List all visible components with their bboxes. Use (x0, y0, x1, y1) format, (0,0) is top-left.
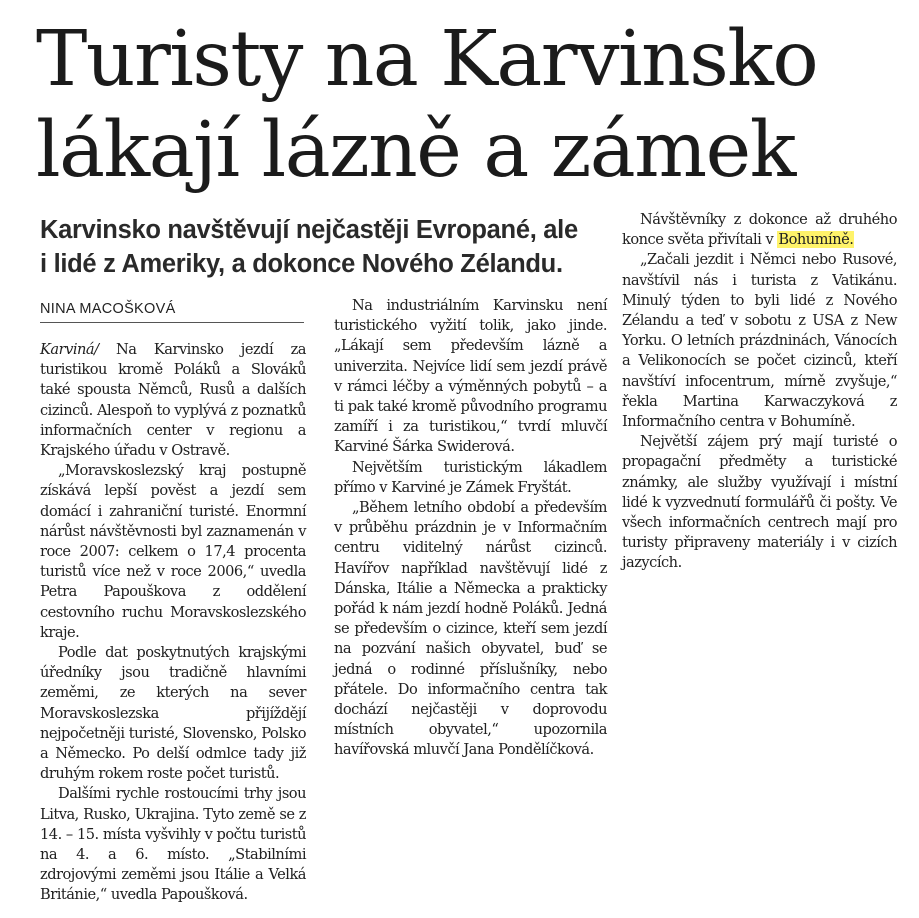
subheadline-line-2: i lidé z Ameriky, a dokonce Nového Zélandu. (40, 250, 563, 278)
paragraph-5: Na industriálním Karvinsku není turistického vyžití tolik, jako jinde. „Lákají sem především lázně a univerzita. Nejvíce lidí sem jezdí právě v rámci léčby a výměnných pobytů – a ti pak také kromě původního programu zamíří i za turistikou,“ tvrdí mluvčí Karviné Šárka Swiderová. (334, 297, 607, 456)
paragraph-7: „Během letního období a především v průběhu prázdnin je v Informačním centru viditelný nárůst cizinců. Havířov například navštěvují lidé z Dánska, Itálie a Německa a prakticky pořád k nám jezdí hodně Poláků. Jedná se především o cizince, kteří sem jezdí na pozvání našich obyvatel, buď se jedná o rodinné příslušníky, nebo přátele. Do informačního centra tak dochází nejčastěji v doprovodu místních obyvatel,“ upozornila havířovská mluvčí Jana Pondělíčková. (334, 499, 607, 759)
paragraph-3: Podle dat poskytnutých krajskými úředníky jsou tradičně hlavními zeměmi, ze kterých na sever Moravskoslezska přijíždějí nejpočetněji turisté, Slovensko, Polsko a Německo. Po delší odmlce tady již druhým rokem roste počet turistů. (40, 644, 306, 783)
article-column-3 (622, 210, 897, 574)
paragraph-8-text: Návštěvníky z dokonce až druhého konce světa přivítali v (622, 211, 897, 249)
paragraph-2: „Moravskoslezský kraj postupně získává lepší pověst a jezdí sem domácí i zahraniční turisté. Enormní nárůst návštěvnosti byl zaznamenán v roce 2007: celkem o 17,4 procenta turistů více než v roce 2006,“ uvedla Petra Papouškova z oddělení cestovního ruchu Moravskoslezského kraje. (40, 462, 306, 641)
headline-line-2: lákají lázně a zámek (36, 106, 795, 195)
subheadline (40, 213, 610, 281)
dateline: Karviná/ (40, 341, 99, 358)
byline: NINA MACOŠKOVÁ (40, 301, 304, 323)
paragraph-4: Dalšími rychle rostoucími trhy jsou Litva, Rusko, Ukrajina. Tyto země se z 14. – 15. místa vyšvihly v počtu turistů na 4. a 6. místo. „Stabilními zdrojovými zeměmi jsou Itálie a Velká Británie,“ uvedla Papoušková. (40, 785, 306, 904)
headline-line-1: Turisty na Karvinsko (36, 15, 818, 104)
article-column-2 (334, 296, 607, 761)
paragraph-8 (622, 210, 897, 250)
paragraph-10: Největší zájem prý mají turisté o propagační předměty a turistické známky, ale služby využívají i místní lidé k vyzvednutí formulářů či pošty. Ve všech informačních centrech mají pro turisty připraveny materiály i v cizích jazycích. (622, 433, 897, 572)
subheadline-line-1: Karvinsko navštěvují nejčastěji Evropané, ale (40, 216, 578, 244)
paragraph-6: Největším turistickým lákadlem přímo v Karviné je Zámek Fryštát. (334, 458, 607, 496)
paragraph-1 (40, 340, 306, 461)
highlighted-text: Bohumíně. (778, 231, 854, 249)
headline (36, 14, 896, 196)
paragraph-9: „Začali jezdit i Němci nebo Rusové, navštívil nás i turista z Vatikánu. Minulý týden to byli lidé z Nového Zélandu a teď v sobotu z USA z New Yorku. O letních prázdninách, Vánocích a Velikonocích se počet cizinců, kteří navštíví infocentrum, mírně zvyšuje,“ řekla Martina Karwaczyková z Informačního centra v Bohumíně. (622, 251, 897, 431)
paragraph-1-text: Na Karvinsko jezdí za turistikou kromě Poláků a Slováků také spousta Němců, Rusů a dalších cizinců. Alespoň to vyplývá z poznatků informačních center v regionu a Krajského úřadu v Ostravě. (40, 341, 306, 460)
article-column-1 (40, 340, 306, 906)
